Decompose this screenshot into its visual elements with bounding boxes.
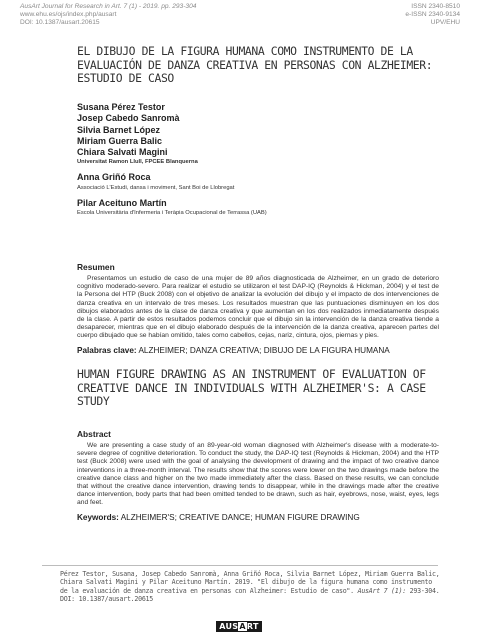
palabras-clave [77, 346, 439, 355]
abstract-text: We are presenting a case study of an 89-year-old woman diagnosed with Alzheimer's disease with a moderate-to-severe degree of cognitive deterioration. To conduct the study, the DAP-IQ test (Reynolds & Hickman, 2004) and the HTP test (Buck 2008) were used with the goal of analysing the development of drawing and the impact of two creative dance interventions in a three-month interval. The results show that the scores were lower on the two drawings made before the creative dance class and higher on the two made immediately after the class. Based on these results, we can conclude that without the creative dance intervention, drawing tends to disappear, while in the drawings made after the creative dance intervention, body parts that had been omitted tended to be drawn, such as hair, eyebrows, nose, waist, eyes, legs and feet. [77, 442, 439, 507]
palabras-clave-label: Palabras clave: [77, 345, 137, 355]
affiliation: Escola Universitària d'Infermeria i Teràpia Ocupacional de Terrassa (UAB) [77, 210, 267, 217]
affiliation: Universitat Ramon Llull, FPCEE Blanquerna [77, 159, 198, 166]
author-name: Anna Griñó Roca [77, 172, 151, 183]
footer-divider [42, 565, 438, 566]
citation-tail: 293-304. DOI: 10.1387/ausart.20615 [60, 586, 440, 603]
journal-citation: AusArt Journal for Research in Art. 7 (1) - 2019. pp. 293-304 [20, 3, 197, 10]
citation-text: Pérez Testor, Susana, Josep Cabedo Sanromà, Anna Griñó Roca, Silvia Barnet López, Miriam Guerra Balic, Chiara Salvati Magini y Pilar Aceituno Martín. 2019. "El dibujo de la figura humana como instrumento de la evaluación de danza creativa en personas con Alzheimer: Estudio de caso". [60, 570, 440, 595]
resumen-text: Presentamos un estudio de caso de una mujer de 89 años diagnosticada de Alzheimer, en un grado de deterioro cognitivo moderado-severo. Para realizar el estudio se utilizaron el test DAP-IQ (Reynolds & Hickman, 2004) y el test de la Persona del HTP (Buck 2008) con el objetivo de analizar la evolución del dibujo y el impacto de dos intervenciones de danza creativa en un intervalo de tres meses. Los resultados muestran que las puntuaciones disminuyen en los dos dibujos elaborados antes de la clase de danza creativa y que aumentan en los dos realizados inmediatamente después de la clase. A partir de estos resultados podemos concluir que el dibujo sin la intervención de la danza creativa tiende a desaparecer, mientras que en el dibujo elaborado después de la intervención de la danza creativa, aparecen partes del cuerpo dibujado que se habían omitido, tales como cabellos, cejas, nariz, cintura, ojos, piernas y pies. [77, 275, 439, 340]
abstract-heading: Abstract [77, 429, 111, 439]
author-name: Chiara Salvati Magini [77, 147, 168, 158]
author-name: Josep Cabedo Sanromà [77, 113, 180, 124]
abstract-section [77, 429, 439, 522]
issn: ISSN 2340-8510 [411, 3, 460, 10]
article-doi: DOI: 10.1387/ausart.20615 [20, 19, 100, 26]
resumen-section [77, 262, 439, 355]
header-right [405, 3, 460, 27]
author-name: Pilar Aceituno Martín [77, 197, 167, 208]
author-name: Silvia Barnet López [77, 124, 161, 135]
logo-part: A [239, 622, 246, 631]
logo-part: RT [246, 622, 259, 631]
palabras-clave-values: ALZHEIMER; DANZA CREATIVA; DIBUJO DE LA FIGURA HUMANA [138, 345, 390, 355]
author-name: Miriam Guerra Balic [77, 135, 163, 146]
header-left [20, 3, 196, 27]
eissn: e-ISSN 2340-9134 [405, 11, 460, 18]
keywords-values: ALZHEIMER'S; CREATIVE DANCE; HUMAN FIGURE DRAWING [120, 512, 360, 522]
keywords [77, 513, 439, 522]
journal-url[interactable]: www.ehu.es/ojs/index.php/ausart [20, 11, 117, 18]
citation-journal: AusArt 7 (1): [357, 586, 406, 595]
resumen-heading: Resumen [77, 262, 115, 272]
title-spanish: EL DIBUJO DE LA FIGURA HUMANA COMO INSTRUMENTO DE LA EVALUACIÓN DE DANZA CREATIVA EN PERSONAS CON ALZHEIMER: ESTUDIO DE CASO [77, 44, 433, 85]
title-english: HUMAN FIGURE DRAWING AS AN INSTRUMENT OF EVALUATION OF CREATIVE DANCE IN INDIVIDUALS WITH ALZHEIMER'S: A CASE STUDY [77, 367, 426, 408]
ausart-logo [216, 621, 262, 632]
affiliation: Associació L'Estudi, dansa i moviment, Sant Boi de Llobregat [77, 184, 235, 191]
publisher: UPV/EHU [430, 19, 460, 26]
keywords-label: Keywords: [77, 512, 119, 522]
author-name: Susana Pérez Testor [77, 102, 165, 112]
authors-block [77, 102, 417, 217]
logo-part: AUS [219, 622, 239, 631]
citation-block [60, 570, 440, 603]
